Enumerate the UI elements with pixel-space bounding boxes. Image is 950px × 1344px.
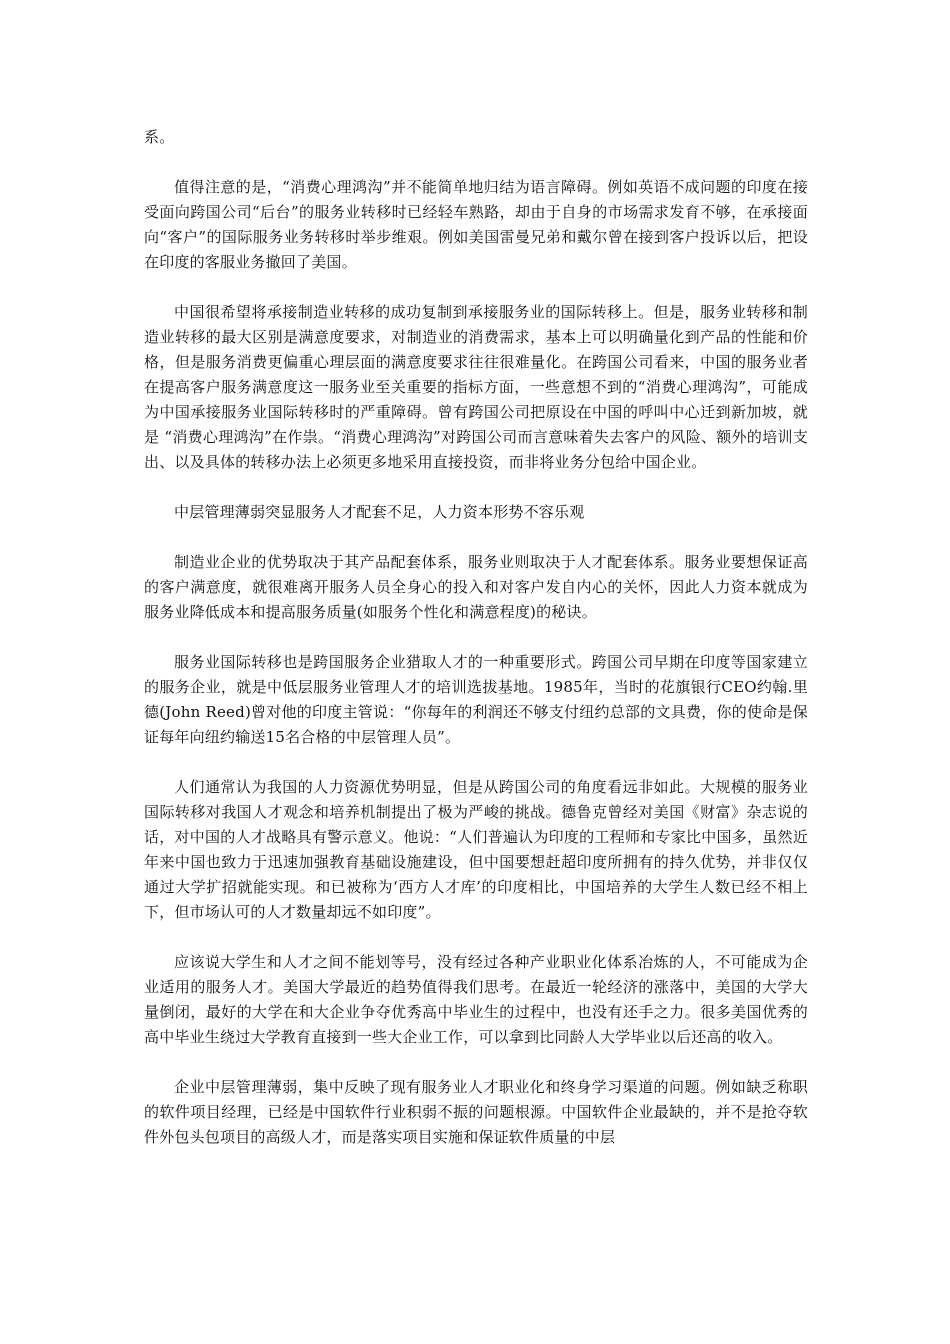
paragraph: 企业中层管理薄弱，集中反映了现有服务业人才职业化和终身学习渠道的问题。例如缺乏称职的软件项目经理，已经是中国软件行业积弱不振的问题根源。中国软件企业最缺的，并不是抢夺软件外包头包项目的高级人才，而是落实项目实施和保证软件质量的中层 [144, 1078, 808, 1146]
paragraph: 值得注意的是，“消费心理鸿沟”并不能简单地归结为语言障碍。例如英语不成问题的印度在接受面向跨国公司“后台”的服务业转移时已经轻车熟路，却由于自身的市场需求发育不够，在承接面向“客户”的国际服务业务转移时举步维艰。例如美国雷曼兄弟和戴尔曾在接到客户投诉以后，把设在印度的客服业务撤回了美国。 [144, 178, 808, 271]
paragraph-continuation: 系。 [144, 128, 175, 146]
paragraph: 中国很希望将承接制造业转移的成功复制到承接服务业的国际转移上。但是，服务业转移和制造业转移的最大区别是满意度要求，对制造业的消费需求，基本上可以明确量化到产品的性能和价格，但是服务消费更偏重心理层面的满意度要求往往很难量化。在跨国公司看来，中国的服务业者在提高客户服务满意度这一服务业至关重要的指标方面，一些意想不到的“消费心理鸿沟”，可能成为中国承接服务业国际转移时的严重障碍。曾有跨国公司把原设在中国的呼叫中心迁到新加坡，就是 “消费心理鸿沟”在作祟。“消费心理鸿沟”对跨国公司而言意味着失去客户的风险、额外的培训支出、以及具体的转移办法上必须更多地采用直接投资，而非将业务分包给中国企业。 [144, 303, 808, 471]
section-heading: 中层管理薄弱突显服务人才配套不足，人力资本形势不容乐观 [174, 503, 585, 521]
paragraph: 人们通常认为我国的人力资源优势明显，但是从跨国公司的角度看远非如此。大规模的服务业国际转移对我国人才观念和培养机制提出了极为严峻的挑战。德鲁克曾经对美国《财富》杂志说的话，对中国的人才战略具有警示意义。他说：“人们普遍认为印度的工程师和专家比中国多，虽然近年来中国也致力于迅速加强教育基础设施建设，但中国要想赶超印度所拥有的持久优势，并非仅仅通过大学扩招就能实现。和已被称为‘西方人才库’的印度相比，中国培养的大学生人数已经不相上下，但市场认可的人才数量却远不如印度”。 [144, 778, 808, 921]
paragraph: 应该说大学生和人才之间不能划等号，没有经过各种产业职业化体系冶炼的人，不可能成为企业适用的服务人才。美国大学最近的趋势值得我们思考。在最近一轮经济的涨落中，美国的大学大量倒闭，最好的大学在和大企业争夺优秀高中毕业生的过程中，也没有还手之力。很多美国优秀的高中毕业生绕过大学教育直接到一些大企业工作，可以拿到比同龄人大学毕业以后还高的收入。 [144, 953, 808, 1046]
paragraph: 服务业国际转移也是跨国服务企业猎取人才的一种重要形式。跨国公司早期在印度等国家建立的服务企业，就是中低层服务业管理人才的培训选拔基地。1985年，当时的花旗银行CEO约翰.里德(John Reed)曾对他的印度主管说：“你每年的利润还不够支付纽约总部的文具费，你的使命是保证每年向纽约输送15名合格的中层管理人员”。 [144, 653, 808, 746]
paragraph: 制造业企业的优势取决于其产品配套体系，服务业则取决于人才配套体系。服务业要想保证高的客户满意度，就很难离开服务人员全身心的投入和对客户发自内心的关怀，因此人力资本就成为服务业降低成本和提高服务质量(如服务个性化和满意程度)的秘诀。 [144, 553, 808, 621]
document-page [144, 125, 808, 1150]
